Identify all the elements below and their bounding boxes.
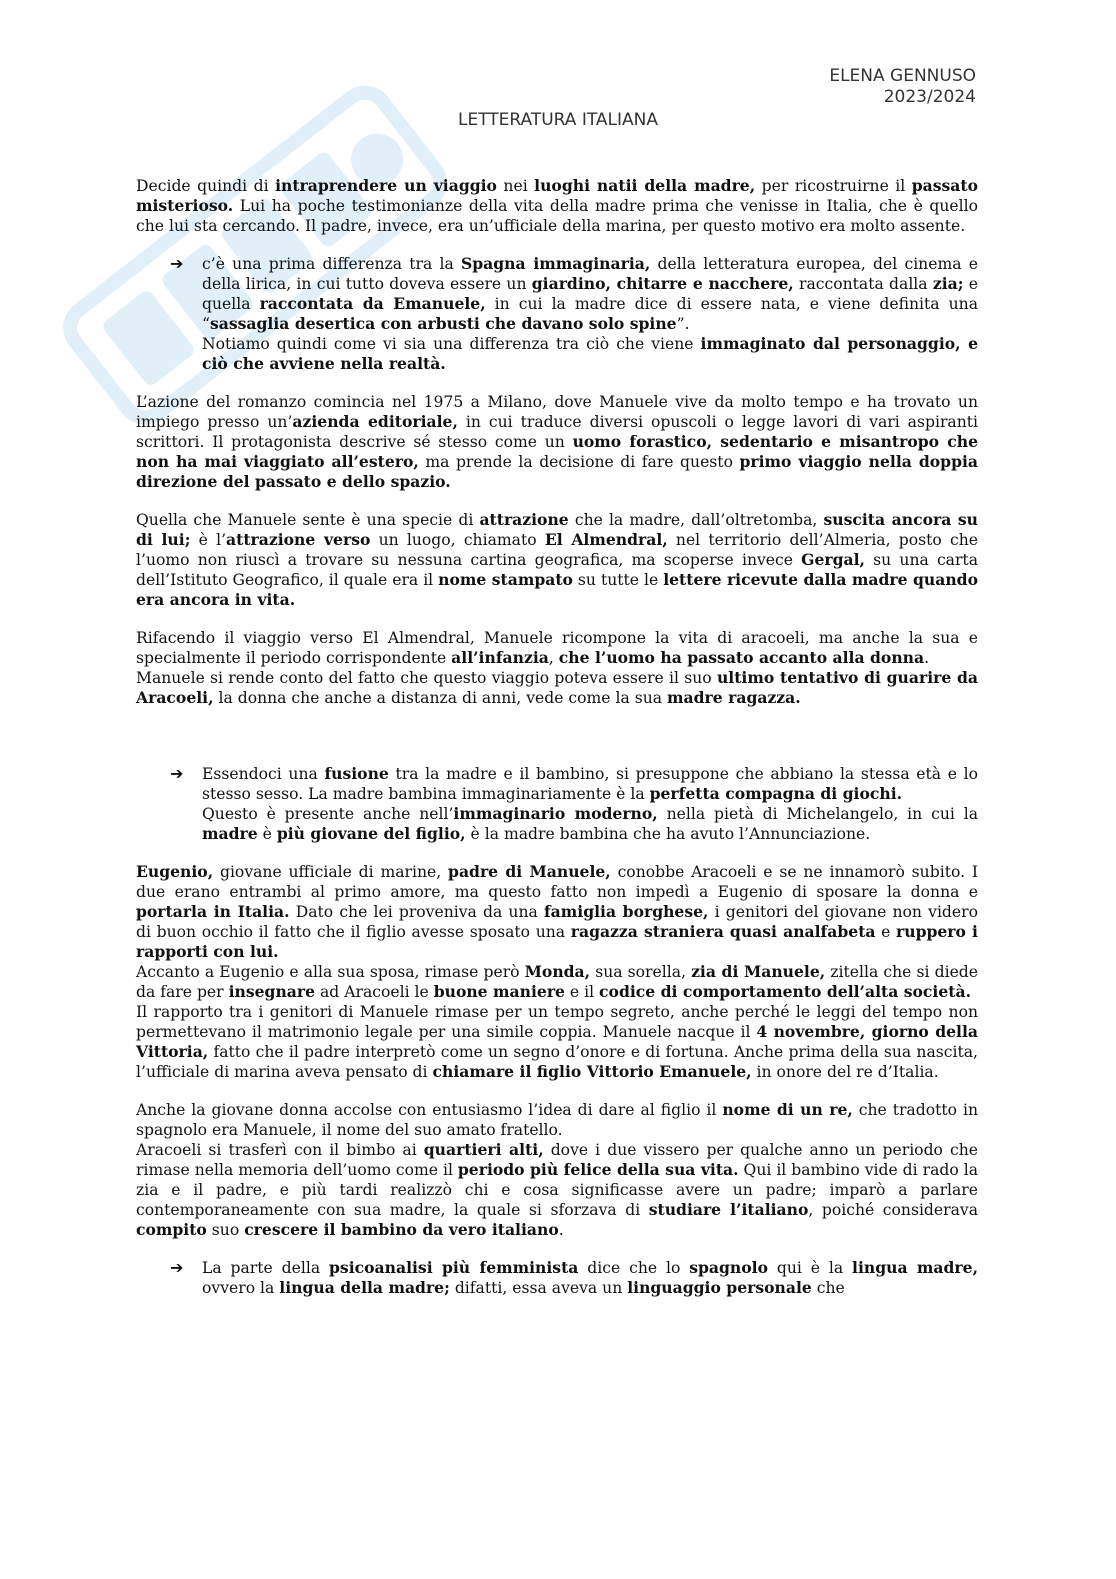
bold-text: attrazione <box>479 510 569 529</box>
body-paragraph <box>136 668 978 708</box>
text-run: Qui il bambino vide di rado la zia e il padre, e più tardi realizzò chi e cosa significasse avere un padre; imparò a parlare contemporaneamente con sua madre, la quale si sforzava di <box>136 1161 978 1219</box>
bold-text: immaginario moderno, <box>453 804 658 823</box>
text-run: sua sorella, <box>590 963 692 981</box>
bold-text: psicoanalisi più femminista <box>329 1258 579 1277</box>
text-run: qui è la <box>768 1259 853 1277</box>
text-run: per ricostruirne il <box>755 177 912 195</box>
text-run: ad Aracoeli le <box>315 983 434 1001</box>
text-run: che tradotto in spagnolo era Manuele, il nome del suo amato fratello. <box>136 1101 978 1139</box>
text-run: della letteratura europea, del cinema e della lirica, in cui tutto doveva essere un <box>202 255 978 293</box>
text-run: in cui la madre dice di essere nata, e viene definita una “ <box>202 295 979 333</box>
bold-text: lettere ricevute dalla madre quando era ancora in vita. <box>136 570 978 609</box>
text-run: . <box>558 1221 564 1239</box>
text-run: , poiché considerava <box>808 1201 978 1219</box>
bold-text: luoghi natii della madre, <box>534 176 756 195</box>
text-run: Anche la giovane donna accolse con entusiasmo l’idea di dare al figlio il <box>136 1101 723 1119</box>
bold-text: lingua madre, <box>852 1258 979 1277</box>
bold-text: portarla in Italia. <box>136 902 290 921</box>
text-run: in cui traduce diversi opuscoli o legge lavori di vari aspiranti scrittori. Il protagonista descrive sé stesso come un <box>136 413 979 451</box>
document-header-right <box>829 66 976 108</box>
text-run: Aracoeli si trasferì con il bimbo ai <box>136 1141 424 1159</box>
text-run: in onore del re d’Italia. <box>751 1063 939 1081</box>
text-run: su tutte le <box>572 571 664 589</box>
text-run: La parte della <box>202 1259 330 1277</box>
text-run: Rifacendo il viaggio verso El Almendral, Manuele ricompone la vita di aracoeli, ma anche la sua e specialmente il periodo corrispondente <box>136 629 978 667</box>
bold-text: azienda editoriale, <box>292 412 458 431</box>
body-paragraph <box>136 962 978 1002</box>
bold-text: Monda, <box>524 962 591 981</box>
body-paragraph <box>136 862 978 962</box>
bold-text: Spagna immaginaria, <box>461 254 651 273</box>
text-run: Quella che Manuele sente è una specie di <box>136 511 480 529</box>
paragraph-spacer <box>136 610 978 628</box>
bold-text: madre ragazza. <box>667 688 801 707</box>
bold-text: linguaggio personale <box>627 1278 812 1297</box>
bold-text: primo viaggio nella doppia direzione del passato e dello spazio. <box>136 452 978 491</box>
paragraph-spacer <box>136 492 978 510</box>
bold-text: sassaglia desertica con arbusti che davano solo spine <box>209 314 677 333</box>
bold-text: zia; <box>932 274 964 293</box>
bold-text: padre di Manuele, <box>448 862 611 881</box>
bold-text: che l’uomo ha passato accanto alla donna <box>558 648 925 667</box>
text-run: tra la madre e il bambino, si presuppone che abbiano la stessa età e lo stesso sesso. La madre bambina immaginariamente è la <box>202 765 978 803</box>
text-run: fatto che il padre interpretò come un segno d’onore e di fortuna. Anche prima della sua nascita, l’ufficiale di marina aveva pensato di <box>136 1043 978 1081</box>
text-run: c’è una prima differenza tra la <box>202 255 461 273</box>
bold-text: quartieri alti, <box>423 1140 544 1159</box>
bold-text: chiamare il figlio Vittorio Emanuele, <box>432 1062 752 1081</box>
text-run: su una carta dell’Istituto Geografico, il quale era il <box>136 551 978 589</box>
text-run: dice che lo <box>578 1259 690 1277</box>
text-run: zitella che si diede da fare per <box>136 963 979 1001</box>
text-run: ovvero la <box>202 1279 280 1297</box>
text-run: la donna che anche a distanza di anni, vede come la sua <box>213 689 668 707</box>
text-run: che la madre, dall’oltretomba, <box>568 511 824 529</box>
body-paragraph <box>136 1100 978 1140</box>
bold-text: madre <box>202 824 258 843</box>
bold-text: ragazza straniera quasi analfabeta <box>570 922 876 941</box>
bold-text: attrazione verso <box>226 530 371 549</box>
text-run: dove i due vissero per qualche anno un periodo che rimase nella memoria dell’uomo come il <box>136 1141 979 1179</box>
bullet-item <box>136 334 978 374</box>
arrow-bullet-icon: ➔ <box>170 764 184 783</box>
bold-text: famiglia borghese, <box>543 902 709 921</box>
bold-text: compito <box>136 1220 207 1239</box>
paragraph-spacer <box>136 1240 978 1258</box>
academic-year: 2023/2024 <box>883 87 976 107</box>
document-body <box>136 176 978 1298</box>
bold-text: zia di Manuele, <box>691 962 826 981</box>
text-run: Notiamo quindi come vi sia una differenza tra ciò che viene <box>202 335 701 353</box>
text-run: e quella <box>202 275 978 313</box>
bold-text: nome di un re, <box>722 1100 853 1119</box>
text-run: raccontata dalla <box>793 275 933 293</box>
text-run: Il rapporto tra i genitori di Manuele rimase per un tempo segreto, anche perché le leggi del tempo non permettevano il matrimonio legale per una simile coppia. Manuele nacque il <box>136 1003 978 1041</box>
text-run: è la madre bambina che ha avuto l’Annunciazione. <box>465 825 871 843</box>
text-run: Dato che lei proveniva da una <box>289 903 544 921</box>
bold-text: crescere il bambino da vero italiano <box>244 1220 559 1239</box>
body-paragraph <box>136 628 978 668</box>
bold-text: 4 novembre, giorno della Vittoria, <box>136 1022 978 1061</box>
bold-text: ruppero i rapporti con lui. <box>136 922 978 961</box>
body-paragraph <box>136 1140 978 1240</box>
bold-text: intraprendere un viaggio <box>275 176 497 195</box>
bold-text: immaginato dal personaggio, e ciò che avviene nella realtà. <box>202 334 978 373</box>
bold-text: insegnare <box>228 982 316 1001</box>
text-run: nel territorio dell’Almeria, posto che l’uomo non riuscì a trovare su nessuna cartina geografica, ma scoperse invece <box>136 531 978 569</box>
text-run: Manuele si rende conto del fatto che questo viaggio poteva essere il suo <box>136 669 717 687</box>
text-run: nei <box>496 177 535 195</box>
text-run: i genitori del giovane non videro di buon occhio il fatto che il figlio avesse sposato una <box>136 903 978 941</box>
text-run: , <box>548 649 559 667</box>
bold-text: fusione <box>324 764 389 783</box>
body-paragraph <box>136 176 978 236</box>
bold-text: suscita ancora su di lui; <box>136 510 978 549</box>
bold-text: più giovane del figlio, <box>276 824 466 843</box>
bold-text: ultimo tentativo di guarire da Aracoeli, <box>136 668 978 707</box>
bold-text: passato misterioso. <box>136 176 978 215</box>
bold-text: all’infanzia <box>451 648 549 667</box>
text-run: . <box>924 649 930 667</box>
text-run: nella pietà di Michelangelo, in cui la <box>657 805 979 823</box>
text-run: Decide quindi di <box>136 177 276 195</box>
paragraph-spacer <box>136 708 978 764</box>
bold-text: Gergal, <box>801 550 865 569</box>
text-run: conobbe Aracoeli e se ne innamorò subito. I due erano entrambi al primo amore, ma questo fatto non impedì a Eugenio di sposare la donna e <box>136 863 979 901</box>
bold-text: spagnolo <box>689 1258 768 1277</box>
body-paragraph <box>136 392 978 492</box>
text-run: ”. <box>676 315 690 333</box>
paragraph-spacer <box>136 374 978 392</box>
text-run: e il <box>564 983 600 1001</box>
text-run: e <box>875 923 897 941</box>
bold-text: giardino, chitarre e nacchere, <box>531 274 794 293</box>
text-run: Essendoci una <box>202 765 325 783</box>
text-run: L’azione del romanzo comincia nel 1975 a Milano, dove Manuele vive da molto tempo e ha trovato un impiego presso un’ <box>136 393 978 431</box>
text-run: Lui ha poche testimonianze della vita della madre prima che venisse in Italia, che è quello che lui sta cercando. Il padre, invece, era un’ufficiale della marina, per questo motivo era molto assente. <box>136 197 978 235</box>
bullet-item <box>136 254 978 334</box>
text-run: che <box>811 1279 845 1297</box>
text-run: è <box>257 825 277 843</box>
paragraph-spacer <box>136 1082 978 1100</box>
text-run: Accanto a Eugenio e alla sua sposa, rimase però <box>136 963 525 981</box>
paragraph-spacer <box>136 844 978 862</box>
text-run: Questo è presente anche nell’ <box>202 805 454 823</box>
text-run: è l’ <box>190 531 227 549</box>
text-run: difatti, essa aveva un <box>449 1279 628 1297</box>
text-run: suo <box>206 1221 245 1239</box>
bold-text: nome stampato <box>438 570 573 589</box>
text-run: un luogo, chiamato <box>370 531 545 549</box>
text-run: ma prende la decisione di fare questo <box>418 453 740 471</box>
body-paragraph <box>136 1002 978 1082</box>
bold-text: lingua della madre; <box>279 1278 450 1297</box>
bold-text: buone maniere <box>433 982 565 1001</box>
subject-title: LETTERATURA ITALIANA <box>457 110 658 130</box>
bold-text: raccontata da Emanuele, <box>259 294 486 313</box>
paragraph-spacer <box>136 236 978 254</box>
bold-text: Eugenio, <box>136 862 214 881</box>
bold-text: studiare l’italiano <box>648 1200 809 1219</box>
bold-text: El Almendral, <box>544 530 668 549</box>
author-name: ELENA GENNUSO <box>829 66 976 86</box>
bold-text: uomo forastico, sedentario e misantropo che non ha mai viaggiato all’estero, <box>136 432 978 471</box>
bold-text: codice di comportamento dell’alta società. <box>599 982 972 1001</box>
bullet-item <box>136 1258 978 1298</box>
bold-text: perfetta compagna di giochi. <box>649 784 903 803</box>
arrow-bullet-icon: ➔ <box>170 1258 184 1277</box>
arrow-bullet-icon: ➔ <box>170 254 184 273</box>
bullet-item <box>136 804 978 844</box>
body-paragraph <box>136 510 978 610</box>
text-run: giovane ufficiale di marine, <box>213 863 449 881</box>
bullet-item <box>136 764 978 804</box>
bold-text: periodo più felice della sua vita. <box>457 1160 739 1179</box>
